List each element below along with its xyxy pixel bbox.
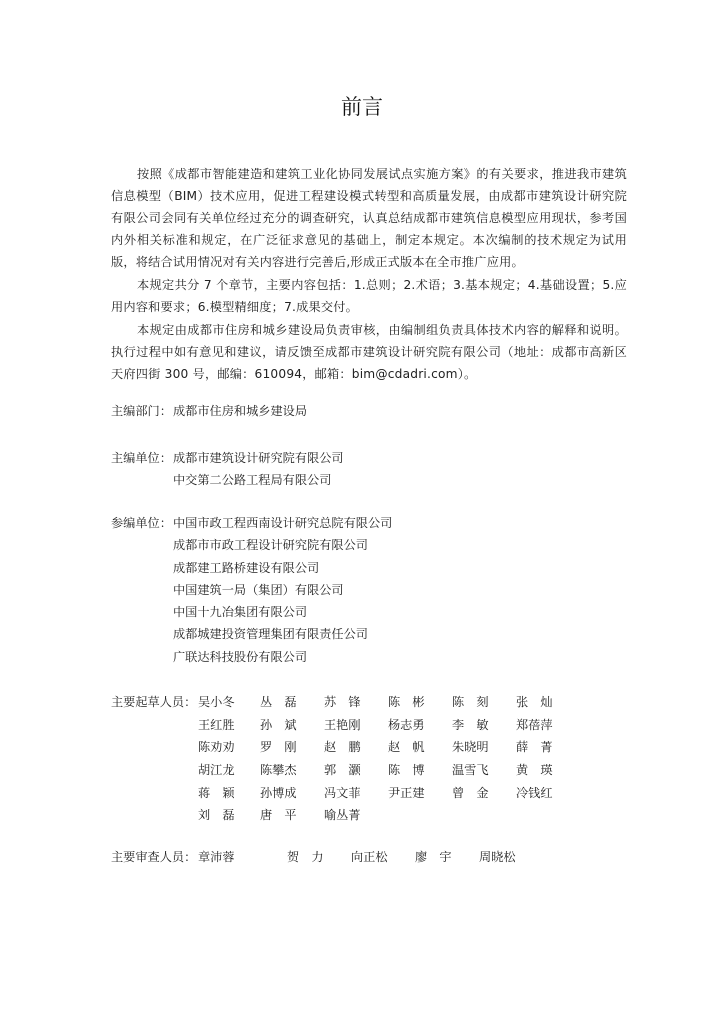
chief-unit: 中交第二公路工程局有限公司 bbox=[173, 473, 332, 488]
drafter-name: 罗 刚 bbox=[260, 740, 297, 755]
drafter-name: 蒋 颖 bbox=[198, 785, 235, 800]
paragraph-feedback: 本规定由成都市住房和城乡建设局负责审核，由编制组负责具体技术内容的解释和说明。执行过程中如有意见和建议，请反馈至成都市建筑设计研究院有限公司（地址：成都市高新区天府四街 300 号，邮编：610094，邮箱：bim@cdadri.com）。 bbox=[111, 323, 627, 381]
drafter-name: 冷钱红 bbox=[516, 785, 553, 800]
drafter-name: 王红胜 bbox=[198, 717, 235, 732]
drafter-name: 赵 鹏 bbox=[324, 740, 361, 755]
drafter-name: 吴小冬 bbox=[198, 695, 235, 709]
participating-unit: 中国市政工程西南设计研究总院有限公司 bbox=[173, 516, 393, 530]
reviewer-name: 周晓松 bbox=[479, 850, 516, 864]
chief-unit: 成都市建筑设计研究院有限公司 bbox=[173, 451, 344, 465]
participating-units-list bbox=[173, 512, 392, 668]
drafter-name: 刘 磊 bbox=[198, 808, 235, 823]
drafter-name: 张 灿 bbox=[516, 695, 553, 709]
reviewer-name: 章沛蓉 bbox=[198, 850, 235, 864]
drafter-name: 唐 平 bbox=[260, 808, 297, 823]
paragraph-contents: 本规定共分 7 个章节，主要内容包括：1.总则；2.术语；3.基本规定；4.基础设置；5.应用内容和要求；6.模型精细度；7.成果交付。 bbox=[111, 278, 627, 314]
drafter-name: 喻丛菁 bbox=[324, 808, 361, 823]
preface-text bbox=[111, 163, 627, 385]
chief-department-section bbox=[111, 400, 611, 422]
reviewers-section bbox=[111, 846, 631, 868]
participating-units-label: 参编单位： bbox=[111, 516, 172, 530]
drafter-name: 郭 灏 bbox=[324, 763, 361, 778]
drafter-name: 苏 锋 bbox=[324, 695, 361, 709]
participating-unit: 成都市市政工程设计研究院有限公司 bbox=[173, 538, 368, 553]
chief-units-list bbox=[173, 447, 344, 492]
drafter-name: 胡江龙 bbox=[198, 763, 235, 778]
chief-department-label: 主编部门： bbox=[111, 404, 172, 418]
participating-unit: 中国十九冶集团有限公司 bbox=[173, 605, 308, 620]
drafters-label: 主要起草人员： bbox=[111, 695, 197, 709]
reviewer-name: 贺 力 bbox=[287, 850, 324, 864]
drafter-name: 孙 斌 bbox=[260, 717, 297, 732]
reviewers-label: 主要审查人员： bbox=[111, 850, 197, 864]
drafter-name: 陈 刻 bbox=[452, 695, 489, 709]
drafter-name: 陈 彬 bbox=[388, 695, 425, 709]
drafters-section bbox=[111, 691, 631, 831]
drafter-name: 冯文菲 bbox=[324, 785, 361, 800]
drafter-name: 丛 磊 bbox=[260, 695, 297, 709]
drafter-name: 尹正建 bbox=[388, 785, 425, 800]
participating-unit: 广联达科技股份有限公司 bbox=[173, 649, 308, 664]
chief-department-value: 成都市住房和城乡建设局 bbox=[173, 404, 308, 418]
reviewer-name: 廖 宇 bbox=[415, 850, 452, 864]
drafter-name: 黄 瑛 bbox=[516, 763, 553, 778]
drafter-name: 孙博成 bbox=[260, 785, 297, 800]
participating-unit: 成都城建投资管理集团有限责任公司 bbox=[173, 627, 368, 642]
chief-units-label: 主编单位： bbox=[111, 451, 172, 465]
drafter-name: 杨志勇 bbox=[388, 717, 425, 732]
drafter-name: 曾 金 bbox=[452, 785, 489, 800]
drafter-name: 陈劝劝 bbox=[198, 740, 235, 755]
participating-unit: 中国建筑一局（集团）有限公司 bbox=[173, 582, 344, 597]
participating-units-section bbox=[111, 512, 611, 672]
reviewer-name: 向正松 bbox=[351, 850, 388, 864]
drafter-name: 薛 菁 bbox=[516, 740, 553, 755]
drafters-list bbox=[198, 691, 586, 827]
drafter-name: 朱晓明 bbox=[452, 740, 489, 755]
drafter-name: 王艳刚 bbox=[324, 717, 361, 732]
drafter-name: 郑蓓萍 bbox=[516, 717, 553, 732]
drafter-name: 李 敏 bbox=[452, 717, 489, 732]
page-title: 前言 bbox=[341, 95, 383, 119]
drafter-name: 赵 帆 bbox=[388, 740, 425, 755]
chief-units-section bbox=[111, 447, 611, 492]
reviewers-list bbox=[198, 846, 549, 868]
paragraph-background: 按照《成都市智能建造和建筑工业化协同发展试点实施方案》的有关要求，推进我市建筑信息模型（BIM）技术应用，促进工程建设模式转型和高质量发展，由成都市建筑设计研究院有限公司会同有关单位经过充分的调查研究，认真总结成都市建筑信息模型应用现状，参考国内外相关标准和规定，在广泛征求意见的基础上，制定本规定。本次编制的技术规定为试用版，将结合试用情况对有关内容进行完善后,形成正式版本在全市推广应用。 bbox=[111, 167, 627, 269]
drafter-name: 陈 博 bbox=[388, 763, 425, 778]
participating-unit: 成都建工路桥建设有限公司 bbox=[173, 560, 320, 575]
drafter-name: 温雪飞 bbox=[452, 763, 489, 778]
drafter-name: 陈攀杰 bbox=[260, 763, 297, 778]
